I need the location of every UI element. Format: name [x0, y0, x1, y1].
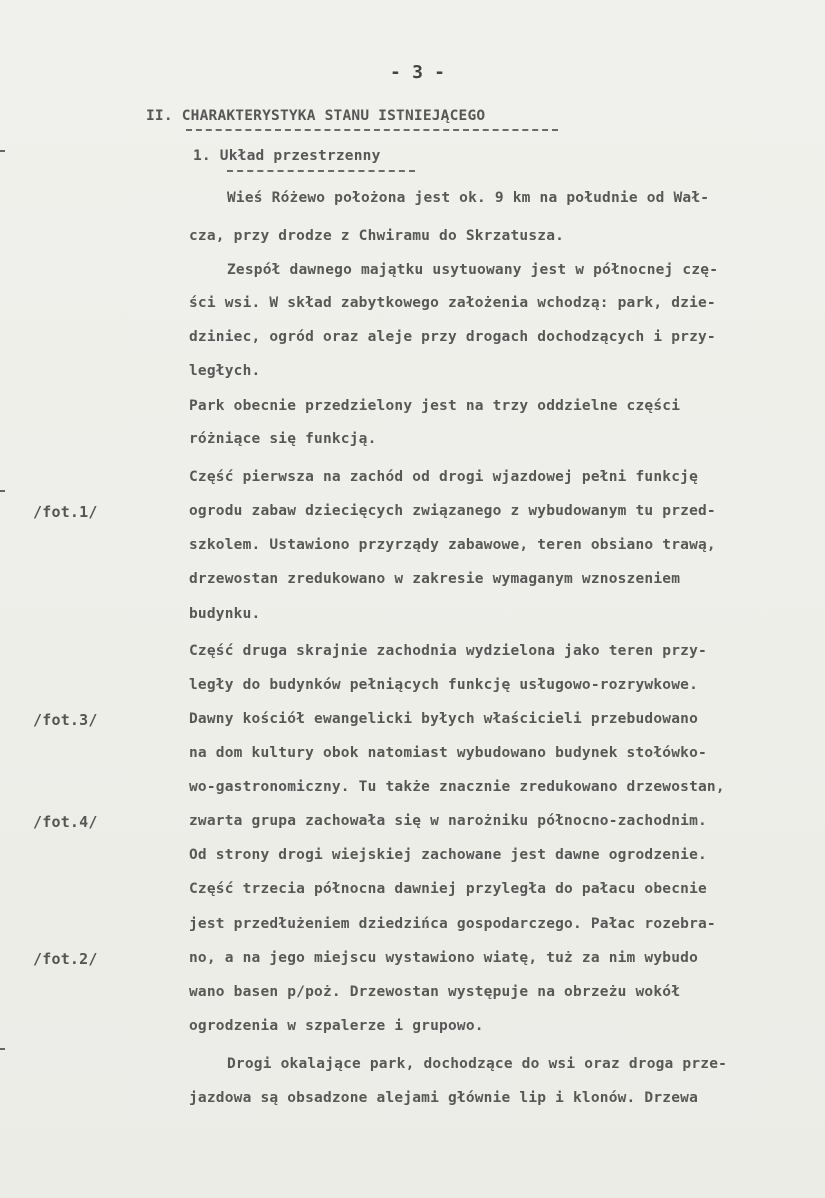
body-line: Część druga skrajnie zachodnia wydzielona jako teren przy-: [189, 643, 707, 659]
body-line: budynku.: [189, 606, 261, 622]
body-line: Zespół dawnego majątku usytuowany jest w północnej czę-: [227, 262, 719, 278]
body-line: jest przedłużeniem dziedzińca gospodarczego. Pałac rozebra-: [189, 916, 716, 932]
binding-hole-mark: [0, 150, 5, 152]
body-line: różniące się funkcją.: [189, 431, 377, 447]
margin-note-photo-ref: /fot.4/: [33, 813, 98, 831]
body-line: Drogi okalające park, dochodzące do wsi oraz droga prze-: [227, 1056, 728, 1072]
section-heading-underline: [186, 129, 558, 131]
body-line: Od strony drogi wiejskiej zachowane jest dawne ogrodzenie.: [189, 847, 707, 863]
body-line: szkolem. Ustawiono przyrządy zabawowe, teren obsiano trawą,: [189, 537, 716, 553]
body-line: wo-gastronomiczny. Tu także znacznie zredukowano drzewostan,: [189, 779, 725, 795]
subsection-heading-underline: [227, 170, 415, 172]
subsection-heading: 1. Układ przestrzenny: [193, 148, 381, 164]
body-line: Dawny kościół ewangelicki byłych właścicieli przebudowano: [189, 711, 698, 727]
body-line: zwarta grupa zachowała się w narożniku północno-zachodnim.: [189, 813, 707, 829]
body-line: dziniec, ogród oraz aleje przy drogach dochodzących i przy-: [189, 329, 716, 345]
page-number: - 3 -: [390, 62, 446, 83]
body-line: ogrodzenia w szpalerze i grupowo.: [189, 1018, 484, 1034]
margin-note-photo-ref: /fot.1/: [33, 503, 98, 521]
binding-hole-mark: [0, 490, 5, 492]
body-line: drzewostan zredukowano w zakresie wymaganym wznoszeniem: [189, 571, 681, 587]
body-line: Park obecnie przedzielony jest na trzy oddzielne części: [189, 398, 681, 414]
margin-note-photo-ref: /fot.2/: [33, 950, 98, 968]
body-line: ści wsi. W skład zabytkowego założenia wchodzą: park, dzie-: [189, 295, 716, 311]
body-line: legły do budynków pełniących funkcję usługowo-rozrywkowe.: [189, 677, 698, 693]
body-line: Część pierwsza na zachód od drogi wjazdowej pełni funkcję: [189, 469, 698, 485]
body-line: jazdowa są obsadzone alejami głównie lip i klonów. Drzewa: [189, 1090, 698, 1106]
body-line: Wieś Różewo położona jest ok. 9 km na południe od Wał-: [227, 190, 710, 206]
body-line: Część trzecia północna dawniej przyległa do pałacu obecnie: [189, 881, 707, 897]
binding-hole-mark: [0, 1048, 5, 1050]
body-line: no, a na jego miejscu wystawiono wiatę, tuż za nim wybudo: [189, 950, 698, 966]
margin-note-photo-ref: /fot.3/: [33, 711, 98, 729]
body-line: ległych.: [189, 363, 261, 379]
body-line: cza, przy drodze z Chwiramu do Skrzatusza.: [189, 228, 565, 244]
body-line: na dom kultury obok natomiast wybudowano budynek stołówko-: [189, 745, 707, 761]
body-line: wano basen p/poż. Drzewostan występuje na obrzeżu wokół: [189, 984, 681, 1000]
section-heading: II. CHARAKTERYSTYKA STANU ISTNIEJĄCEGO: [146, 108, 486, 124]
body-line: ogrodu zabaw dziecięcych związanego z wybudowanym tu przed-: [189, 503, 716, 519]
